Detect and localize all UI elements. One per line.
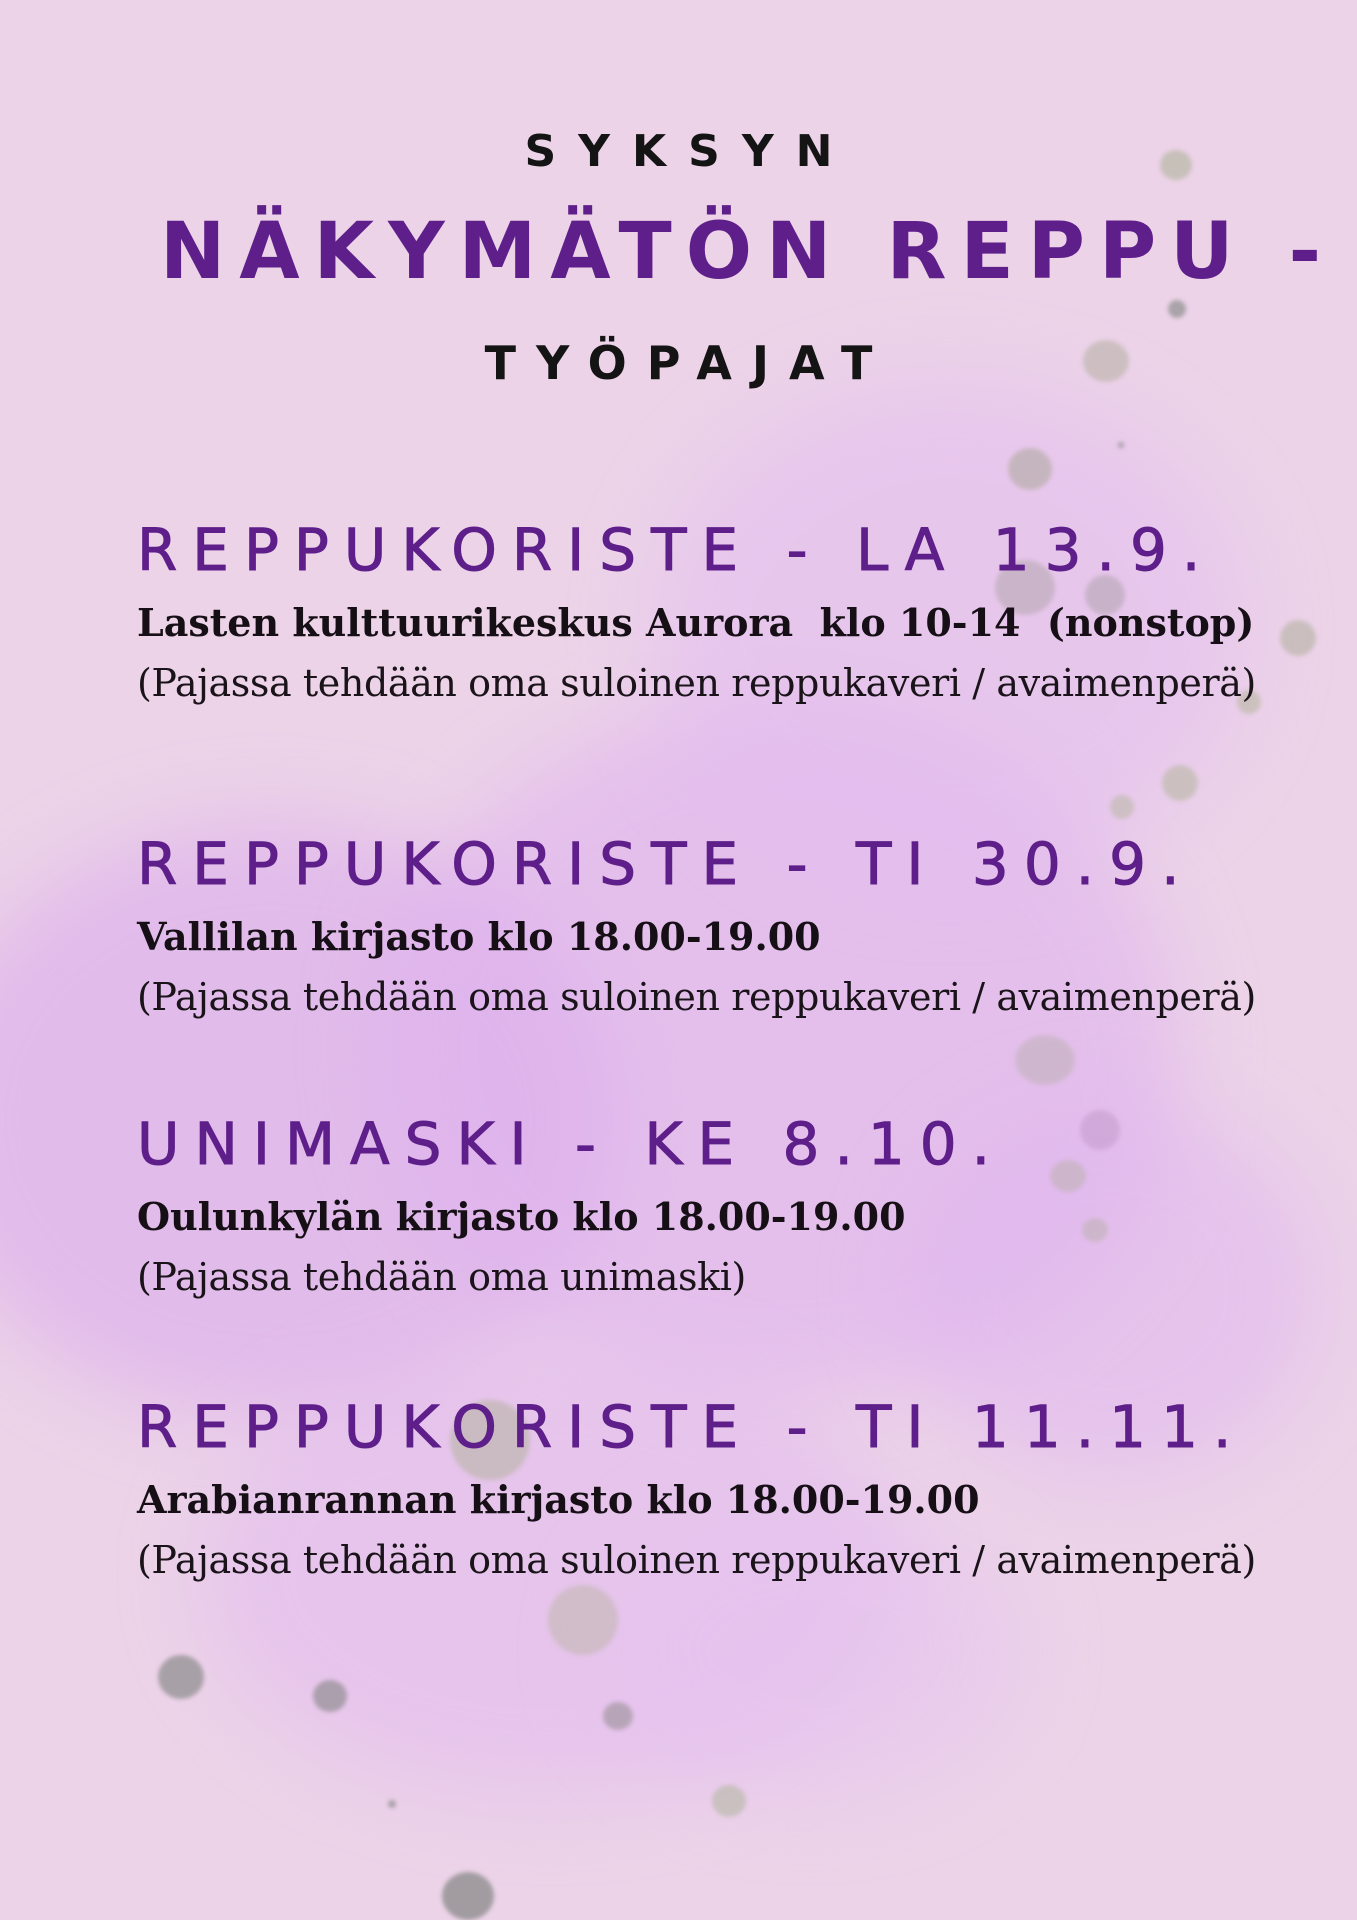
page-title: NÄKYMÄTÖN REPPU - xyxy=(160,207,1335,297)
event-place: Oulunkylän kirjasto klo 18.00-19.00 xyxy=(137,1194,906,1239)
event-place: Lasten kulttuurikeskus Aurora klo 10-14 (nonstop) xyxy=(137,600,1255,645)
kicker-text: SYKSYN xyxy=(524,126,855,177)
event-heading: REPPUKORISTE - LA 13.9. xyxy=(137,516,1216,584)
event-heading: REPPUKORISTE - TI 30.9. xyxy=(137,830,1195,898)
event-description: (Pajassa tehdään oma suloinen reppukaveri / avaimenperä) xyxy=(137,975,1256,1019)
event-place: Arabianrannan kirjasto klo 18.00-19.00 xyxy=(137,1477,980,1522)
event-description: (Pajassa tehdään oma unimaski) xyxy=(137,1255,746,1299)
event-place: Vallilan kirjasto klo 18.00-19.00 xyxy=(137,914,821,959)
header-subtitle-wrap xyxy=(0,336,1357,390)
event-heading: UNIMASKI - KE 8.10. xyxy=(137,1110,1006,1178)
event-item xyxy=(137,1392,1317,1584)
header-kicker-wrap xyxy=(0,126,1357,177)
subtitle-text: TYÖPAJAT xyxy=(484,336,893,390)
event-item xyxy=(137,515,1317,707)
event-item xyxy=(137,829,1317,1021)
event-item xyxy=(137,1109,1317,1301)
event-description: (Pajassa tehdään oma suloinen reppukaveri / avaimenperä) xyxy=(137,661,1256,705)
event-description: (Pajassa tehdään oma suloinen reppukaveri / avaimenperä) xyxy=(137,1538,1256,1582)
event-heading: REPPUKORISTE - TI 11.11. xyxy=(137,1393,1247,1461)
